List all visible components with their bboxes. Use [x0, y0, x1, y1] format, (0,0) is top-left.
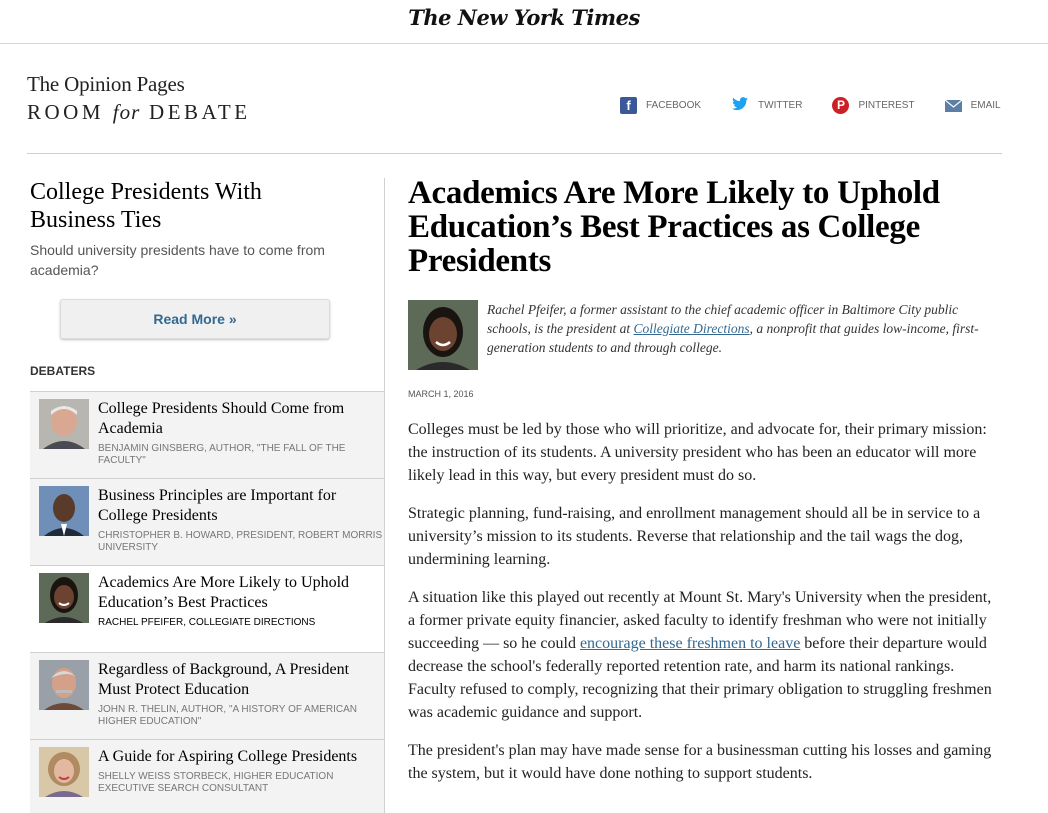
debater-title: Regardless of Background, A President Must Protect Education [98, 661, 350, 698]
debater-item-howard[interactable] [30, 479, 385, 566]
rfd-word-room: ROOM [27, 100, 105, 124]
debater-title: A Guide for Aspiring College Presidents [98, 748, 358, 765]
author-byline [408, 300, 1008, 370]
share-tools [620, 97, 1001, 114]
share-twitter[interactable] [731, 97, 802, 114]
email-icon [945, 100, 962, 112]
debater-title: College Presidents Should Come from Academia [98, 400, 345, 437]
masthead [0, 0, 1048, 44]
paragraph: The president's plan may have made sense for a businessman cutting his losses and gaming the system, but it would have done nothing to support students. [408, 742, 992, 782]
pinterest-icon: P [832, 97, 849, 114]
debater-author: RACHEL PFEIFER, COLLEGIATE DIRECTIONS [98, 617, 316, 628]
sidebar-divider [384, 178, 385, 813]
debater-photo-ginsberg [39, 399, 89, 449]
paragraph: Colleges must be led by those who will prioritize, and advocate for, their primary mission: the instruction of its students. A university president who has been an educator will more likely lead in this way, but every president must do so. [408, 421, 987, 484]
rfd-word-for: for [112, 100, 141, 124]
article [408, 176, 1008, 785]
twitter-icon [731, 97, 749, 114]
debater-author: SHELLY WEISS STORBECK, HIGHER EDUCATION EXECUTIVE SEARCH CONSULTANT [98, 771, 334, 794]
debate-topic-title[interactable]: College Presidents With Business Ties [30, 179, 262, 233]
header-divider [27, 153, 1002, 154]
facebook-icon: f [620, 97, 637, 114]
share-twitter-label: TWITTER [758, 100, 803, 111]
share-pinterest[interactable] [832, 97, 914, 114]
debater-author: JOHN R. THELIN, AUTHOR, "A HISTORY OF AMERICAN HIGHER EDUCATION" [98, 704, 357, 727]
article-headline: Academics Are More Likely to Uphold Education’s Best Practices as College Presidents [408, 175, 940, 279]
paragraph [408, 586, 993, 724]
paragraph-text-end: before their departure would decrease the school's federally reported retention rate, and harm its national rankings. Faculty refused to comply, recognizing that their primary obligation to struggling freshmen was academic guidance and support. [408, 635, 992, 721]
share-facebook-label: FACEBOOK [646, 100, 702, 111]
debater-author: CHRISTOPHER B. HOWARD, PRESIDENT, ROBERT MORRIS UNIVERSITY [98, 530, 383, 553]
paragraph-text: A situation like this played out recently at Mount St. Mary's University when the president, a former private equity financier, asked faculty to identify freshman who were not initially succeeding — so he could [408, 589, 992, 652]
author-photo [408, 300, 478, 370]
debater-list [30, 391, 385, 813]
debater-item-pfeifer[interactable] [30, 566, 385, 653]
debater-item-thelin[interactable] [30, 653, 385, 740]
author-bio-text-end: , a nonprofit that guides low-income, first-generation students to and through college. [487, 321, 979, 355]
nyt-logo[interactable]: The New York Times [408, 5, 640, 30]
section-header [27, 72, 251, 125]
debater-photo-pfeifer [39, 573, 89, 623]
debater-photo-storbeck [39, 747, 89, 797]
debater-photo-howard [39, 486, 89, 536]
share-facebook[interactable] [620, 97, 701, 114]
debater-title: Academics Are More Likely to Uphold Education’s Best Practices [98, 574, 350, 611]
share-email-label: EMAIL [970, 100, 1001, 111]
debate-topic-question: Should university presidents have to come from academia? [30, 242, 325, 278]
encourage-freshmen-link[interactable]: encourage these freshmen to leave [579, 635, 801, 652]
debater-photo-thelin [39, 660, 89, 710]
debater-title: Business Principles are Important for College Presidents [98, 487, 337, 524]
paragraph: Strategic planning, fund-raising, and enrollment management should all be in service to a university’s mission to its students. Reverse that relationship and the tail wags the dog, undermining learning. [408, 505, 981, 568]
share-email[interactable] [945, 97, 1001, 114]
room-for-debate-link[interactable] [27, 100, 251, 125]
collegiate-directions-link[interactable]: Collegiate Directions [633, 321, 750, 336]
debater-item-storbeck[interactable] [30, 740, 385, 813]
debaters-heading: DEBATERS [30, 364, 96, 378]
article-body [408, 418, 1008, 785]
author-bio-text: Rachel Pfeifer, a former assistant to the chief academic officer in Baltimore City public schools, is the president at [487, 302, 959, 336]
debater-item-ginsberg[interactable] [30, 392, 385, 479]
debate-sidebar [30, 178, 385, 813]
opinion-pages-link[interactable]: The Opinion Pages [27, 72, 185, 96]
read-more-button[interactable]: Read More » [60, 299, 330, 339]
debater-author: BENJAMIN GINSBERG, AUTHOR, "THE FALL OF THE FACULTY" [98, 443, 346, 466]
share-pinterest-label: PINTEREST [858, 100, 915, 111]
author-bio [487, 300, 987, 370]
article-date: MARCH 1, 2016 [408, 389, 474, 399]
rfd-word-debate: DEBATE [149, 100, 251, 124]
